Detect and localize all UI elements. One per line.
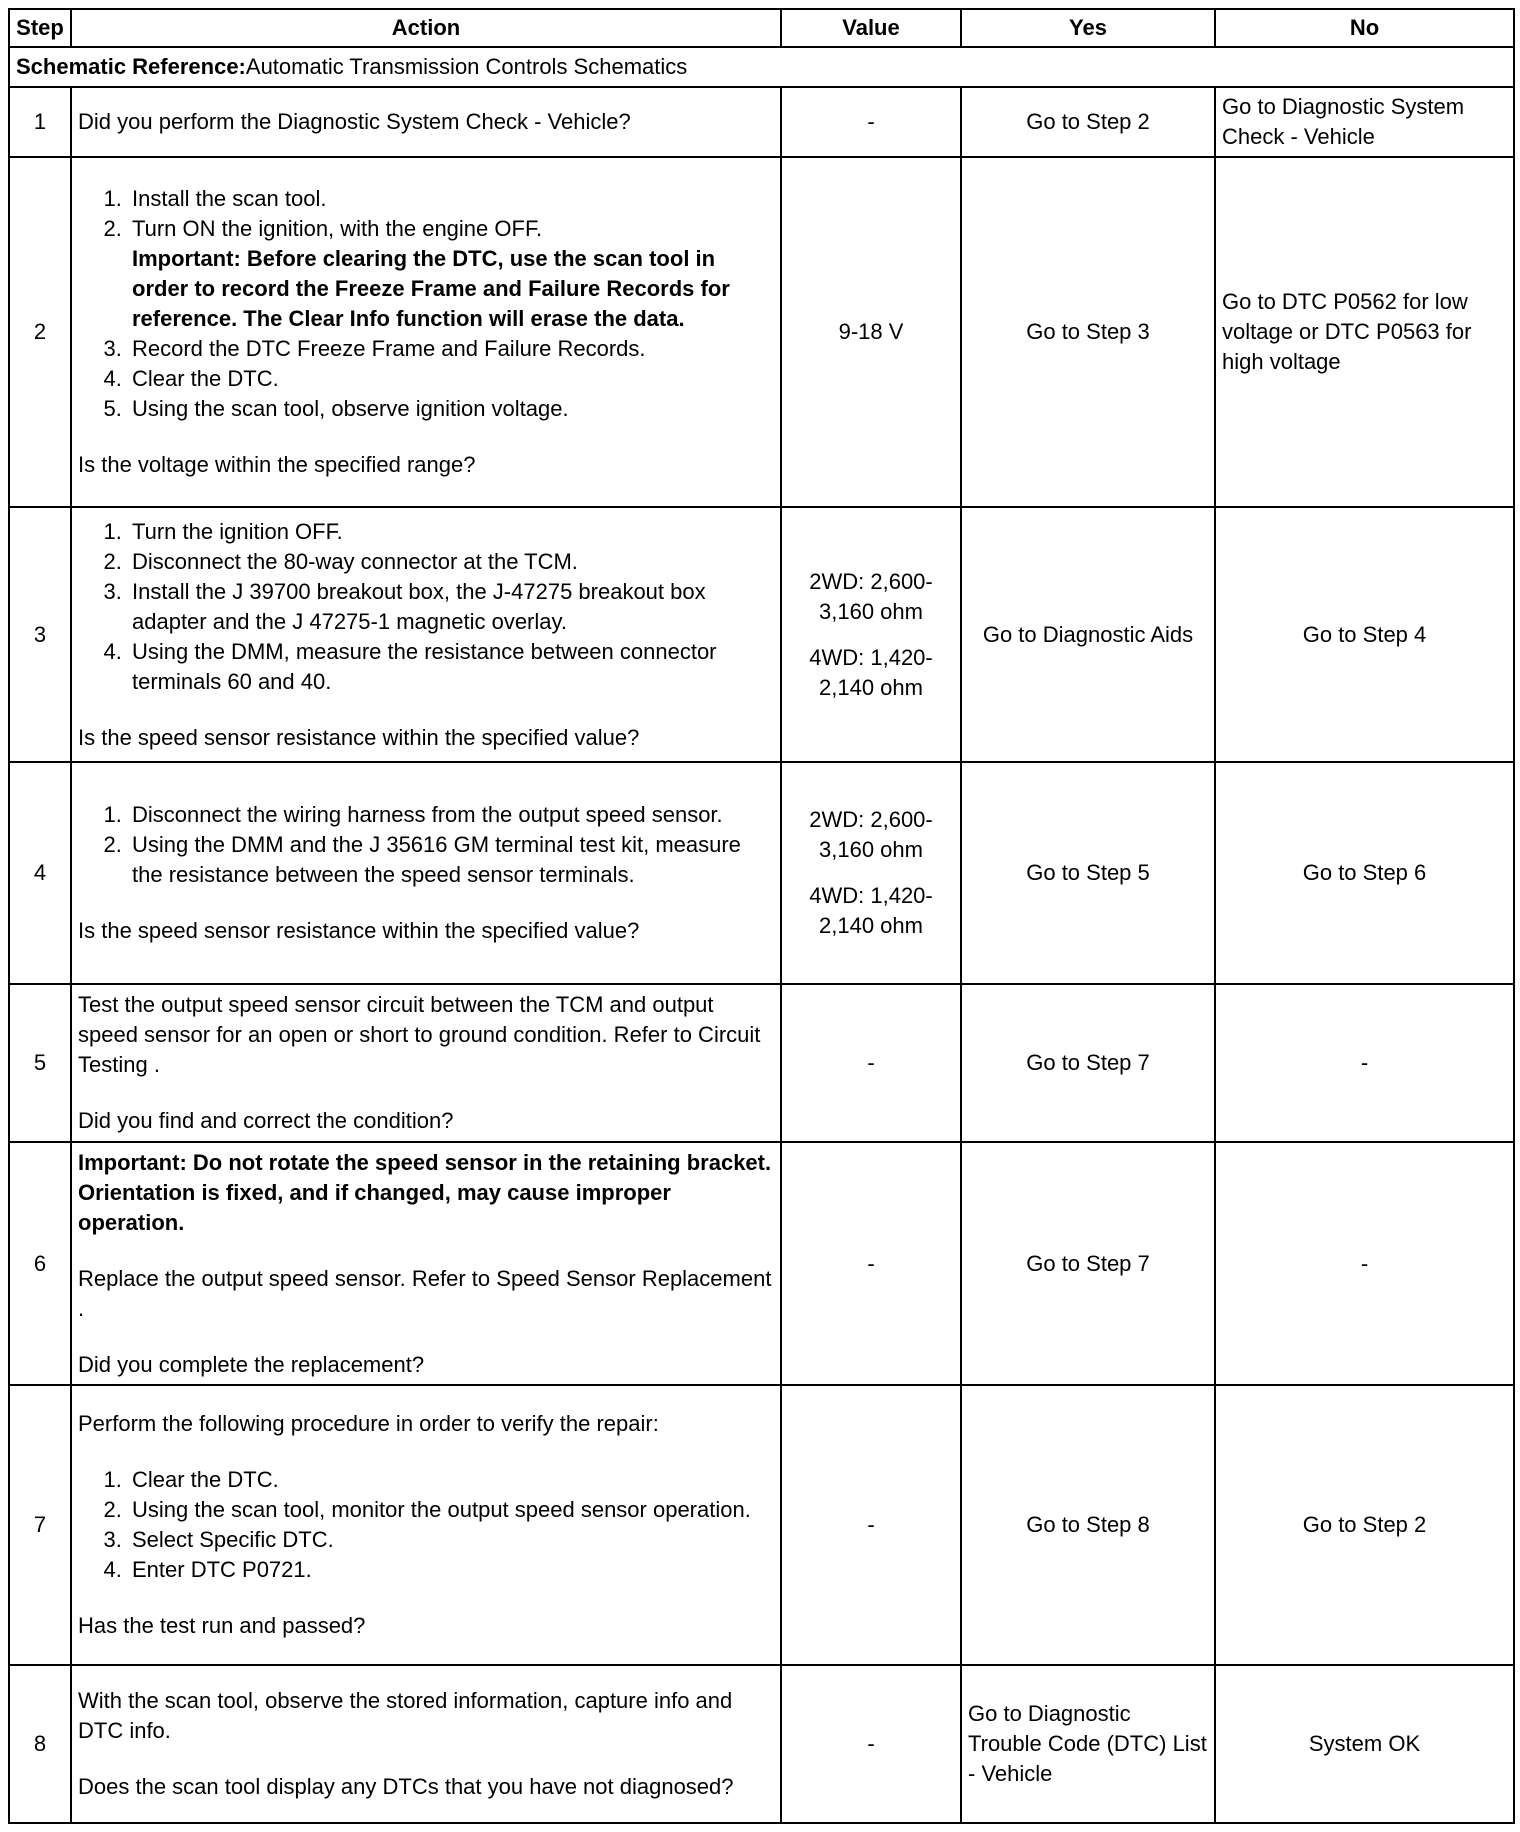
action-cell — [71, 157, 781, 507]
table-row — [9, 1665, 1514, 1823]
yes-link[interactable]: Go to Step 5 — [961, 762, 1215, 984]
no-value: System OK — [1215, 1665, 1514, 1823]
action-step-item: 3. Select Specific DTC. — [128, 1525, 774, 1555]
yes-link[interactable]: Go to Step 3 — [961, 157, 1215, 507]
diagnostic-table — [8, 8, 1515, 1824]
step-number: 3 — [9, 507, 71, 762]
step-number: 8 — [9, 1665, 71, 1823]
action-step-item: 1. Disconnect the wiring harness from the output speed sensor. — [128, 800, 774, 830]
action-cell — [71, 984, 781, 1142]
action-question: Does the scan tool display any DTCs that you have not diagnosed? — [78, 1774, 734, 1799]
action-step-item: 1. Install the scan tool. — [128, 184, 774, 214]
no-value: - — [1215, 984, 1514, 1142]
schematic-reference — [9, 47, 1514, 87]
action-step-item: 3. Record the DTC Freeze Frame and Failure Records. — [128, 334, 774, 364]
no-value: - — [1215, 1142, 1514, 1385]
action-steps — [78, 517, 774, 697]
step-number: 5 — [9, 984, 71, 1142]
value-2wd: 2WD: 2,600-3,160 ohm — [809, 568, 933, 624]
yes-link[interactable]: Go to Step 7 — [961, 1142, 1215, 1385]
important-text: Before clearing the DTC, use the scan tool in order to record the Freeze Frame and Failure Records for reference. The Clear Info function will erase the data. — [132, 246, 730, 331]
action-cell — [71, 1665, 781, 1823]
action-step-item — [128, 214, 774, 334]
step-number: 7 — [9, 1385, 71, 1665]
action-step-item: 5. Using the scan tool, observe ignition voltage. — [128, 394, 774, 424]
action-step-item: 2. Using the scan tool, monitor the output speed sensor operation. — [128, 1495, 774, 1525]
value-cell: - — [781, 1142, 961, 1385]
action-step-item: 4. Clear the DTC. — [128, 364, 774, 394]
action-steps — [78, 800, 774, 890]
action-question: Is the speed sensor resistance within the specified value? — [78, 724, 640, 750]
table-row — [9, 762, 1514, 984]
action-question: Is the speed sensor resistance within the specified value? — [78, 918, 640, 943]
action-cell — [71, 762, 781, 984]
table-row — [9, 1142, 1514, 1385]
header-no: No — [1215, 9, 1514, 47]
important-note — [132, 246, 730, 331]
action-text: With the scan tool, observe the stored information, capture info and DTC info. — [78, 1688, 733, 1743]
yes-link[interactable]: Go to Diagnostic Trouble Code (DTC) List - Vehicle — [961, 1665, 1215, 1823]
value-4wd: 4WD: 1,420-2,140 ohm — [809, 883, 933, 938]
value-2wd: 2WD: 2,600-3,160 ohm — [809, 807, 933, 862]
yes-link[interactable]: Go to Diagnostic Aids — [961, 507, 1215, 762]
schematic-link[interactable]: Automatic Transmission Controls Schematics — [245, 54, 688, 79]
yes-link[interactable]: Go to Step 2 — [961, 87, 1215, 157]
action-step-item: 2. Using the DMM and the J 35616 GM terminal test kit, measure the resistance between the speed sensor terminals. — [128, 830, 774, 890]
step-number: 6 — [9, 1142, 71, 1385]
value-4wd: 4WD: 1,420-2,140 ohm — [809, 644, 933, 700]
action-steps — [78, 184, 774, 424]
value-cell: - — [781, 984, 961, 1142]
important-text: Do not rotate the speed sensor in the retaining bracket. Orientation is fixed, and if changed, may cause improper operation. — [78, 1149, 772, 1235]
yes-link[interactable]: Go to Step 8 — [961, 1385, 1215, 1665]
action-question: Did you find and correct the condition? — [78, 1108, 454, 1133]
value-cell: - — [781, 1385, 961, 1665]
yes-link[interactable]: Go to Step 7 — [961, 984, 1215, 1142]
important-label: Important: — [78, 1149, 187, 1175]
action-steps — [78, 1465, 774, 1585]
table-row — [9, 157, 1514, 507]
no-link[interactable]: Go to DTC P0562 for low voltage or DTC P0563 for high voltage — [1215, 157, 1514, 507]
schematic-reference-row — [9, 47, 1514, 87]
no-link[interactable]: Go to Step 2 — [1215, 1385, 1514, 1665]
table-row — [9, 87, 1514, 157]
table-header-row — [9, 9, 1514, 47]
value-cell: 9-18 V — [781, 157, 961, 507]
value-cell: - — [781, 1665, 961, 1823]
table-row — [9, 984, 1514, 1142]
action-question: Is the voltage within the specified range? — [78, 452, 476, 477]
action-question: Has the test run and passed? — [78, 1613, 366, 1638]
schematic-label: Schematic Reference: — [16, 54, 246, 79]
action-step-item: 4. Enter DTC P0721. — [128, 1555, 774, 1585]
action-step-item: 1. Turn the ignition OFF. — [128, 517, 774, 547]
important-label: Important: — [132, 246, 241, 271]
action-step-item: 4. Using the DMM, measure the resistance between connector terminals 60 and 40. — [128, 637, 774, 697]
table-row — [9, 1385, 1514, 1665]
header-yes: Yes — [961, 9, 1215, 47]
action-text: Replace the output speed sensor. Refer to Speed Sensor Replacement . — [78, 1265, 772, 1321]
action-cell — [71, 1142, 781, 1385]
action-cell — [71, 87, 781, 157]
table-row — [9, 507, 1514, 762]
step-number: 2 — [9, 157, 71, 507]
action-step-item: 3. Install the J 39700 breakout box, the J-47275 breakout box adapter and the J 47275-1 magnetic overlay. — [128, 577, 774, 637]
action-step-item: 1. Clear the DTC. — [128, 1465, 774, 1495]
value-cell — [781, 507, 961, 762]
action-step-text: Turn ON the ignition, with the engine OFF. — [132, 216, 543, 241]
header-value: Value — [781, 9, 961, 47]
important-note — [78, 1148, 774, 1238]
step-number: 1 — [9, 87, 71, 157]
action-step-item: 2. Disconnect the 80-way connector at the TCM. — [128, 547, 774, 577]
step-number: 4 — [9, 762, 71, 984]
action-text: Perform the following procedure in order to verify the repair: — [78, 1411, 659, 1436]
action-cell — [71, 1385, 781, 1665]
value-cell: - — [781, 87, 961, 157]
header-step: Step — [9, 9, 71, 47]
no-link[interactable]: Go to Step 4 — [1215, 507, 1514, 762]
action-question: Did you perform the Diagnostic System Check - Vehicle? — [78, 109, 631, 134]
no-link[interactable]: Go to Step 6 — [1215, 762, 1514, 984]
value-cell — [781, 762, 961, 984]
header-action: Action — [71, 9, 781, 47]
no-link[interactable]: Go to Diagnostic System Check - Vehicle — [1215, 87, 1514, 157]
action-cell — [71, 507, 781, 762]
action-text: Test the output speed sensor circuit between the TCM and output speed sensor for an open or short to ground condition. Refer to Circuit Testing . — [78, 992, 761, 1077]
action-question: Did you complete the replacement? — [78, 1351, 425, 1377]
